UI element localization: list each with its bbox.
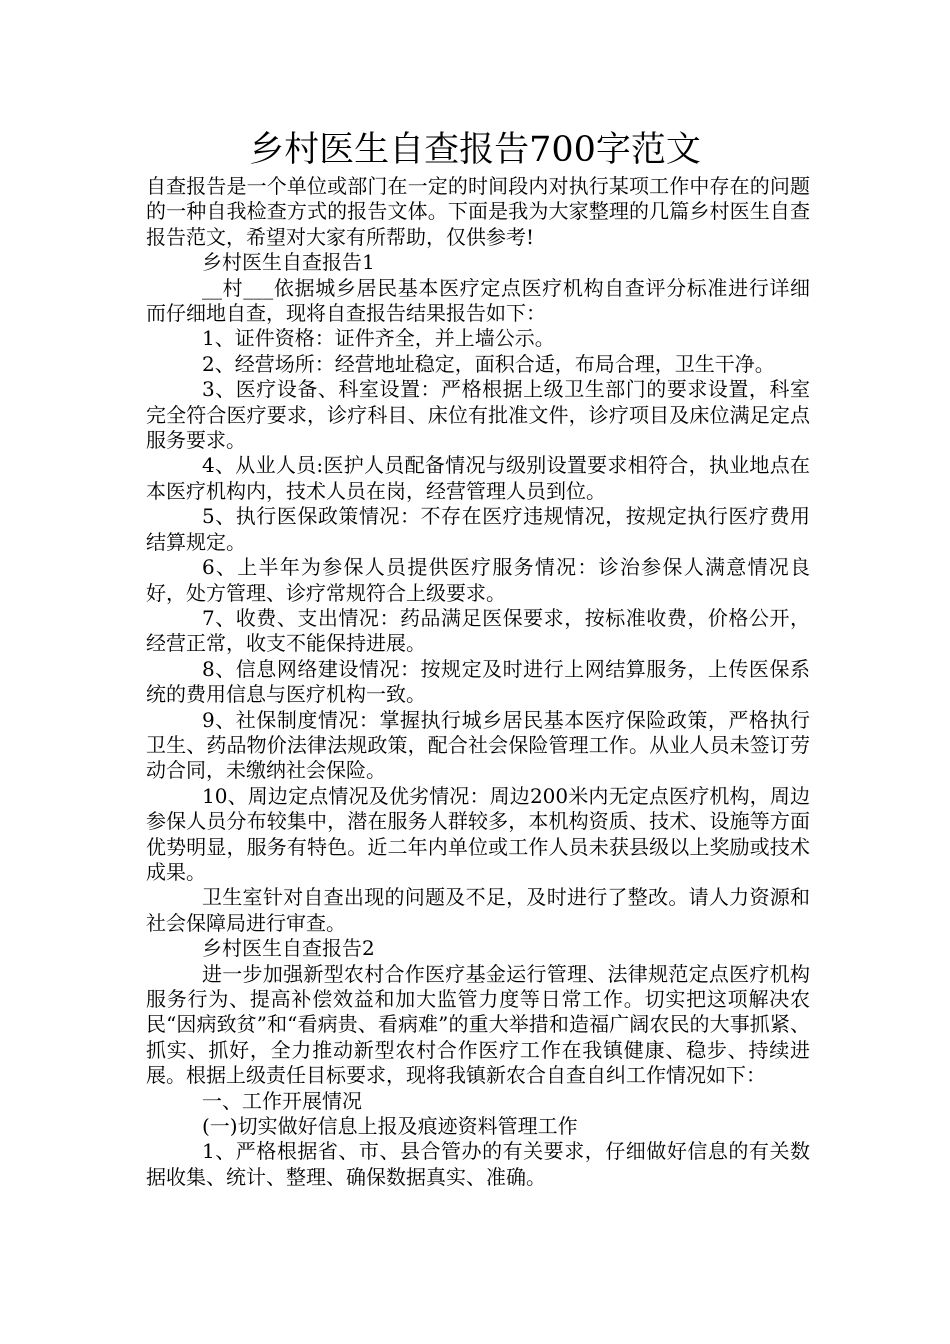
- document-body: [146, 174, 810, 1190]
- paragraph: 9、社保制度情况：掌握执行城乡居民基本医疗保险政策，严格执行卫生、药品物价法律法规政策，配合社会保险管理工作。从业人员未签订劳动合同，未缴纳社会保险。: [146, 707, 810, 783]
- paragraph: __村___依据城乡居民基本医疗定点医疗机构自查评分标准进行详细而仔细地自查，现将自查报告结果报告如下：: [146, 275, 810, 326]
- paragraph: 一、工作开展情况: [202, 1088, 362, 1113]
- paragraph: 1、证件资格：证件齐全，并上墙公示。: [202, 326, 555, 351]
- paragraph: 7、收费、支出情况：药品满足医保要求，按标准收费，价格公开，经营正常，收支不能保持进展。: [146, 605, 810, 656]
- paragraph: 卫生室针对自查出现的问题及不足，及时进行了整改。请人力资源和社会保障局进行审查。: [146, 885, 810, 935]
- paragraph: (一)切实做好信息上报及痕迹资料管理工作: [202, 1114, 578, 1139]
- document-title: 乡村医生自查报告700字范文: [249, 130, 701, 170]
- paragraph: 10、周边定点情况及优劣情况：周边200米内无定点医疗机构，周边参保人员分布较集中，潜在服务人群较多，本机构资质、技术、设施等方面优势明显，服务有特色。近二年内单位或工作人员未获县级以上奖励或技术成果。: [146, 783, 810, 884]
- paragraph: 乡村医生自查报告2: [202, 936, 375, 961]
- paragraph: 乡村医生自查报告1: [202, 250, 375, 275]
- paragraph: 3、医疗设备、科室设置：严格根据上级卫生部门的要求设置，科室完全符合医疗要求，诊疗科目、床位有批准文件，诊疗项目及床位满足定点服务要求。: [146, 377, 810, 453]
- paragraph: 4、从业人员:医护人员配备情况与级别设置要求相符合，执业地点在本医疗机构内，技术人员在岗，经营管理人员到位。: [146, 453, 810, 503]
- paragraph: 8、信息网络建设情况：按规定及时进行上网结算服务，上传医保系统的费用信息与医疗机构一致。: [146, 656, 810, 707]
- paragraph: 5、执行医保政策情况：不存在医疗违规情况，按规定执行医疗费用结算规定。: [146, 504, 810, 554]
- paragraph: 进一步加强新型农村合作医疗基金运行管理、法律规范定点医疗机构服务行为、提高补偿效益和加大监管力度等日常工作。切实把这项解决农民“因病致贫”和“看病贵、看病难”的重大举措和造福广阔农民的大事抓紧、抓实、抓好，全力推动新型农村合作医疗工作在我镇健康、稳步、持续进展。根据上级责任目标要求，现将我镇新农合自查自纠工作情况如下：: [146, 961, 810, 1088]
- paragraph: 2、经营场所：经营地址稳定，面积合适，布局合理，卫生干净。: [202, 351, 775, 376]
- paragraph: 6、上半年为参保人员提供医疗服务情况：诊治参保人满意情况良好，处方管理、诊疗常规符合上级要求。: [146, 555, 810, 605]
- paragraph: 自查报告是一个单位或部门在一定的时间段内对执行某项工作中存在的问题的一种自我检查方式的报告文体。下面是我为大家整理的几篇乡村医生自查报告范文，希望对大家有所帮助，仅供参考!: [146, 174, 810, 249]
- paragraph: 1、严格根据省、市、县合管办的有关要求，仔细做好信息的有关数据收集、统计、整理、确保数据真实、准确。: [146, 1139, 810, 1189]
